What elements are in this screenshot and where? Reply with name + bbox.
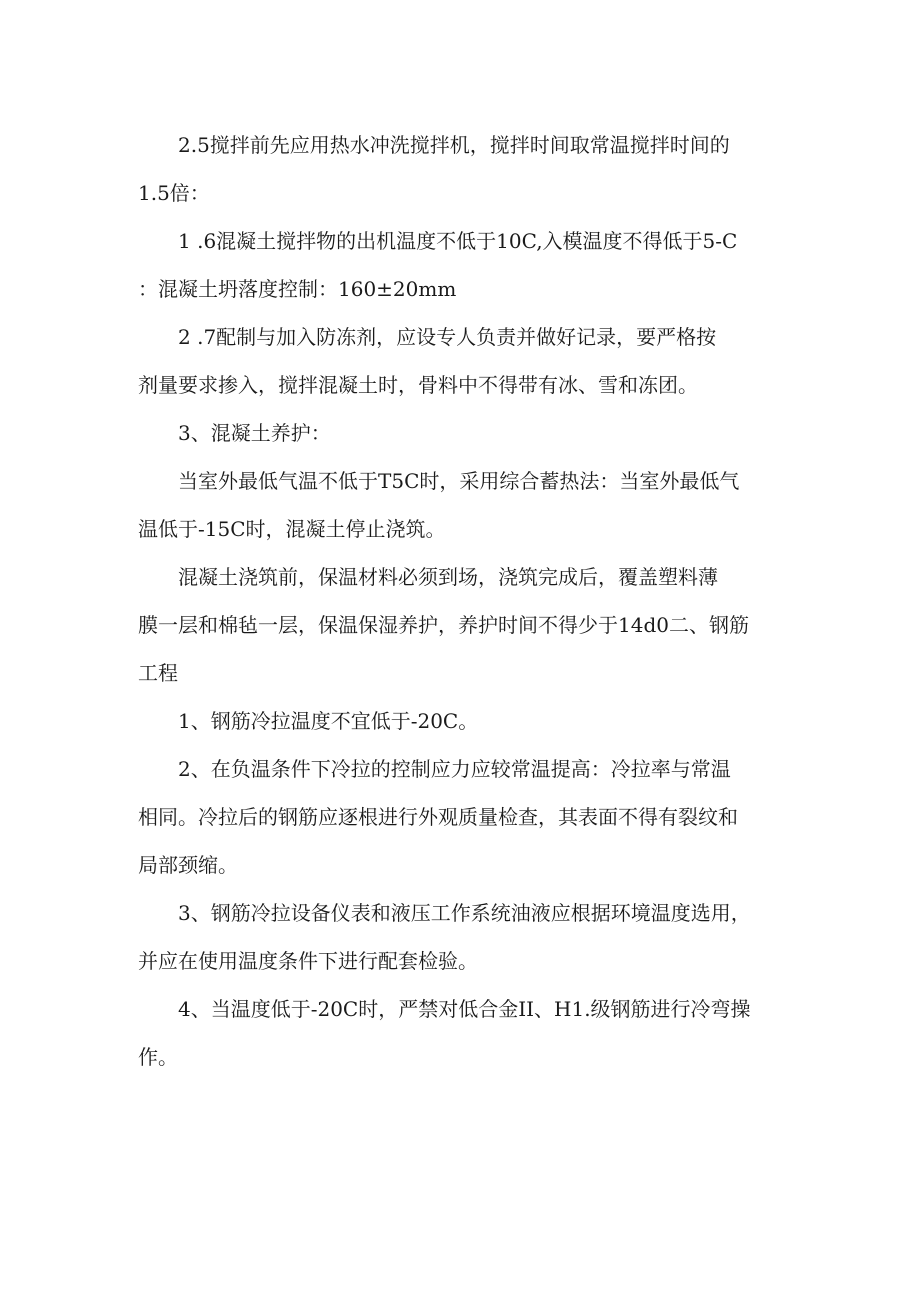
paragraph-line: 剂量要求掺入，搅拌混凝土时，骨料中不得带有冰、雪和冻团。 (138, 373, 698, 397)
paragraph-line: 膜一层和棉毡一层，保温保湿养护，养护时间不得少于14d0二、钢筋 (138, 613, 749, 637)
paragraph-line: 当室外最低气温不低于T5C时，采用综合蓄热法：当室外最低气 (178, 469, 740, 493)
paragraph-rebar-2 (138, 745, 788, 889)
paragraph-line: 并应在使用温度条件下进行配套检验。 (138, 949, 478, 973)
paragraph-line: 1.5倍： (138, 181, 210, 205)
paragraph-line: 工程 (138, 661, 178, 685)
paragraph-line: 2 .7配制与加入防冻剂，应设专人负责并做好记录，要严格按 (178, 325, 717, 349)
paragraph-line: 3、钢筋冷拉设备仪表和液压工作系统油液应根据环境温度选用， (178, 901, 751, 925)
paragraph-2-7 (138, 313, 788, 409)
paragraph-1-6 (138, 217, 788, 313)
paragraph-line: 作。 (138, 1045, 178, 1069)
paragraph-line: 温低于-15C时，混凝土停止浇筑。 (138, 517, 446, 541)
paragraph-line: 2、在负温条件下冷拉的控制应力应较常温提高：冷拉率与常温 (178, 757, 731, 781)
paragraph-line: 相同。冷拉后的钢筋应逐根进行外观质量检查，其表面不得有裂纹和 (138, 805, 738, 829)
paragraph-temperature-method (138, 457, 788, 553)
document-body (138, 121, 788, 1081)
heading-line: 3、混凝土养护： (178, 421, 331, 445)
paragraph-line: 1、钢筋冷拉温度不宜低于-20C。 (178, 709, 479, 733)
paragraph-2-5 (138, 121, 788, 217)
paragraph-line: 混凝土浇筑前，保温材料必须到场，浇筑完成后，覆盖塑料薄 (178, 565, 718, 589)
paragraph-line: ：混凝土坍落度控制：160±20mm (138, 277, 457, 301)
paragraph-rebar-4 (138, 985, 788, 1081)
paragraph-line: 1 .6混凝土搅拌物的出机温度不低于10C,入模温度不得低于5-C (178, 229, 738, 253)
paragraph-insulation (138, 553, 788, 697)
paragraph-rebar-1 (138, 697, 788, 745)
paragraph-line: 2.5搅拌前先应用热水冲洗搅拌机，搅拌时间取常温搅拌时间的 (178, 133, 730, 157)
section-heading-curing (138, 409, 788, 457)
paragraph-line: 局部颈缩。 (138, 853, 238, 877)
paragraph-rebar-3 (138, 889, 788, 985)
paragraph-line: 4、当温度低于-20C时，严禁对低合金II、H1.级钢筋进行冷弯操 (178, 997, 751, 1021)
